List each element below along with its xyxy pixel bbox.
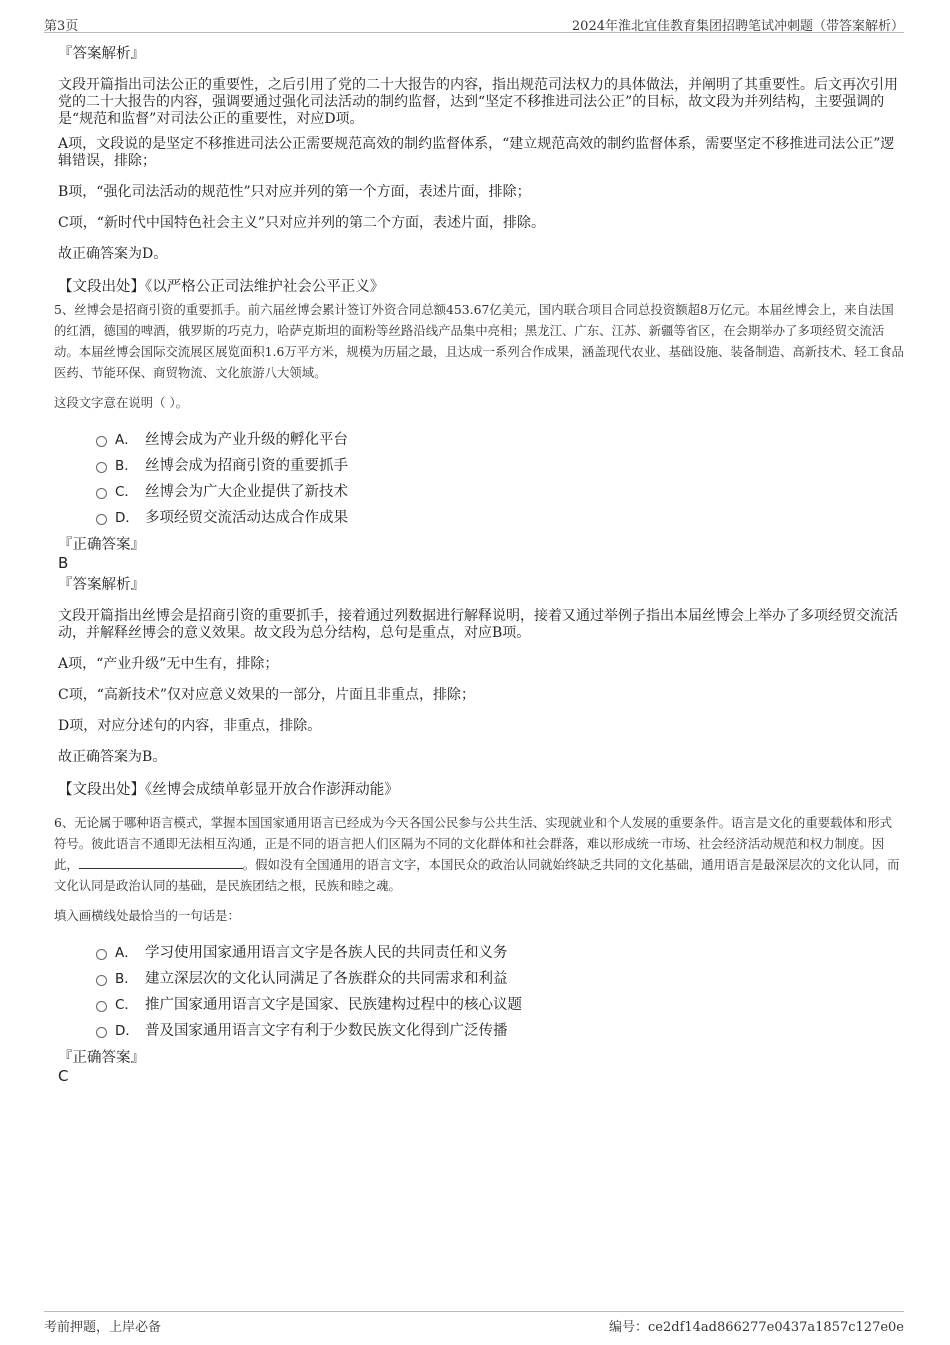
question-6-text bbox=[54, 812, 904, 896]
option-d[interactable] bbox=[96, 505, 904, 531]
passage-source: 【文段出处】《以严格公正司法维护社会公平正义》 bbox=[58, 279, 385, 295]
correct-answer-tag: 『正确答案』 bbox=[58, 537, 145, 553]
option-text: 丝博会成为产业升级的孵化平台 bbox=[145, 432, 348, 448]
radio-button[interactable] bbox=[96, 462, 107, 473]
option-letter: B． bbox=[115, 458, 138, 474]
option-c[interactable] bbox=[96, 479, 904, 505]
option-a[interactable] bbox=[96, 427, 904, 453]
radio-button[interactable] bbox=[96, 1001, 107, 1012]
analysis-paragraph: 文段开篇指出丝博会是招商引资的重要抓手，接着通过列数据进行解释说明，接着又通过举例子指出本届丝博会上举办了多项经贸交流活动，并解释丝博会的意义效果。故文段为总分结构，总句是重点，对应B项。 bbox=[58, 608, 898, 641]
question-6-text-before: 6、无论属于哪种语言模式，掌握本国国家通用语言已经成为今天各国公民参与公共生活、实现就业和个人发展的重要条件。语言是文化的重要载体和形式符号。彼此语言不通即无法相互沟通，正是不同的语言把人们区隔为不同的文化群体和社会群落，难以形成统一市场、社会经济活动规范和权力制度。因此， bbox=[54, 815, 893, 872]
question-6-options bbox=[96, 940, 904, 1044]
page-header bbox=[44, 12, 904, 33]
option-a[interactable] bbox=[96, 940, 904, 966]
correct-answer: B bbox=[58, 554, 69, 572]
option-text: 普及国家通用语言文字有利于少数民族文化得到广泛传播 bbox=[145, 1023, 508, 1039]
option-text: 学习使用国家通用语言文字是各族人民的共同责任和义务 bbox=[145, 945, 508, 961]
option-text: 多项经贸交流活动达成合作成果 bbox=[145, 510, 348, 526]
radio-button[interactable] bbox=[96, 436, 107, 447]
analysis-paragraph: A项，文段说的是坚定不移推进司法公正需要规范高效的制约监督体系，“建立规范高效的制约监督体系，需要坚定不移推进司法公正”逻辑错误，排除； bbox=[58, 136, 895, 169]
document-title: 2024年淮北宜佳教育集团招聘笔试冲刺题（带答案解析） bbox=[571, 19, 904, 34]
option-text: 丝博会为广大企业提供了新技术 bbox=[145, 484, 348, 500]
option-letter: A． bbox=[115, 432, 138, 448]
option-d[interactable] bbox=[96, 1018, 904, 1044]
radio-button[interactable] bbox=[96, 514, 107, 525]
page-number: 第3页 bbox=[44, 19, 79, 34]
analysis-paragraph: 文段开篇指出司法公正的重要性，之后引用了党的二十大报告的内容，指出规范司法权力的具体做法，并阐明了其重要性。后文再次引用党的二十大报告的内容，强调要通过强化司法活动的制约监督，达到“坚定不移推进司法公正”的目标，故文段为并列结构，主要强调的是“规范和监督”对司法公正的重要性，对应D项。 bbox=[58, 77, 898, 127]
analysis-paragraph: C项，“新时代中国特色社会主义”只对应并列的第二个方面，表述片面，排除。 bbox=[58, 215, 546, 231]
option-text: 丝博会成为招商引资的重要抓手 bbox=[145, 458, 348, 474]
question-5-prompt: 这段文字意在说明（ ）。 bbox=[54, 395, 189, 410]
correct-answer: C bbox=[58, 1067, 69, 1085]
analysis-paragraph: A项，“产业升级”无中生有，排除； bbox=[58, 656, 279, 672]
document-id: 编号：ce2df14ad866277e0437a1857c127e0e bbox=[609, 1320, 904, 1335]
question-6-text-after: 。假如没有全国通用的语言文字，本国民众的政治认同就始终缺乏共同的文化基础，通用语言是最深层次的文化认同，而文化认同是政治认同的基础，是民族团结之根，民族和睦之魂。 bbox=[54, 857, 900, 893]
analysis-tag: 『答案解析』 bbox=[58, 577, 145, 593]
radio-button[interactable] bbox=[96, 488, 107, 499]
option-letter: C． bbox=[115, 997, 138, 1013]
analysis-conclusion: 故正确答案为B。 bbox=[58, 749, 167, 765]
correct-answer-tag: 『正确答案』 bbox=[58, 1050, 145, 1066]
analysis-paragraph: C项，“高新技术”仅对应意义效果的一部分，片面且非重点，排除； bbox=[58, 687, 476, 703]
analysis-paragraph: D项，对应分述句的内容，非重点，排除。 bbox=[58, 718, 322, 734]
option-text: 建立深层次的文化认同满足了各族群众的共同需求和利益 bbox=[145, 971, 508, 987]
analysis-conclusion: 故正确答案为D。 bbox=[58, 246, 168, 262]
question-5-text: 5、丝博会是招商引资的重要抓手。前六届丝博会累计签订外资合同总额453.67亿美元，国内联合项目合同总投资额超8万亿元。本届丝博会上，来自法国的红酒，德国的啤酒，俄罗斯的巧克力，哈萨克斯坦的面粉等丝路沿线产品集中亮相；黑龙江、广东、江苏、新疆等省区，在会期举办了多项经贸交流活动。本届丝博会国际交流展区展览面积1.6万平方米，规模为历届之最，且达成一系列合作成果，涵盖现代农业、基础设施、装备制造、高新技术、轻工食品医药、节能环保、商贸物流、文化旅游八大领域。 bbox=[54, 302, 904, 380]
question-5-options bbox=[96, 427, 904, 531]
fill-in-blank bbox=[79, 856, 243, 869]
option-b[interactable] bbox=[96, 966, 904, 992]
option-letter: D． bbox=[115, 1023, 139, 1039]
page-content bbox=[54, 44, 904, 1090]
footer-slogan: 考前押题，上岸必备 bbox=[44, 1320, 162, 1335]
analysis-tag: 『答案解析』 bbox=[58, 46, 145, 62]
option-letter: B． bbox=[115, 971, 138, 987]
option-letter: D． bbox=[115, 510, 139, 526]
passage-source: 【文段出处】《丝博会成绩单彰显开放合作澎湃动能》 bbox=[58, 782, 399, 798]
radio-button[interactable] bbox=[96, 949, 107, 960]
option-b[interactable] bbox=[96, 453, 904, 479]
radio-button[interactable] bbox=[96, 1027, 107, 1038]
option-text: 推广国家通用语言文字是国家、民族建构过程中的核心议题 bbox=[145, 997, 522, 1013]
question-6-prompt: 填入画横线处最恰当的一句话是： bbox=[54, 908, 240, 923]
option-letter: A． bbox=[115, 945, 138, 961]
option-c[interactable] bbox=[96, 992, 904, 1018]
option-letter: C． bbox=[115, 484, 138, 500]
analysis-paragraph: B项，“强化司法活动的规范性”只对应并列的第一个方面，表述片面，排除； bbox=[58, 184, 531, 200]
radio-button[interactable] bbox=[96, 975, 107, 986]
page-footer bbox=[44, 1311, 904, 1336]
